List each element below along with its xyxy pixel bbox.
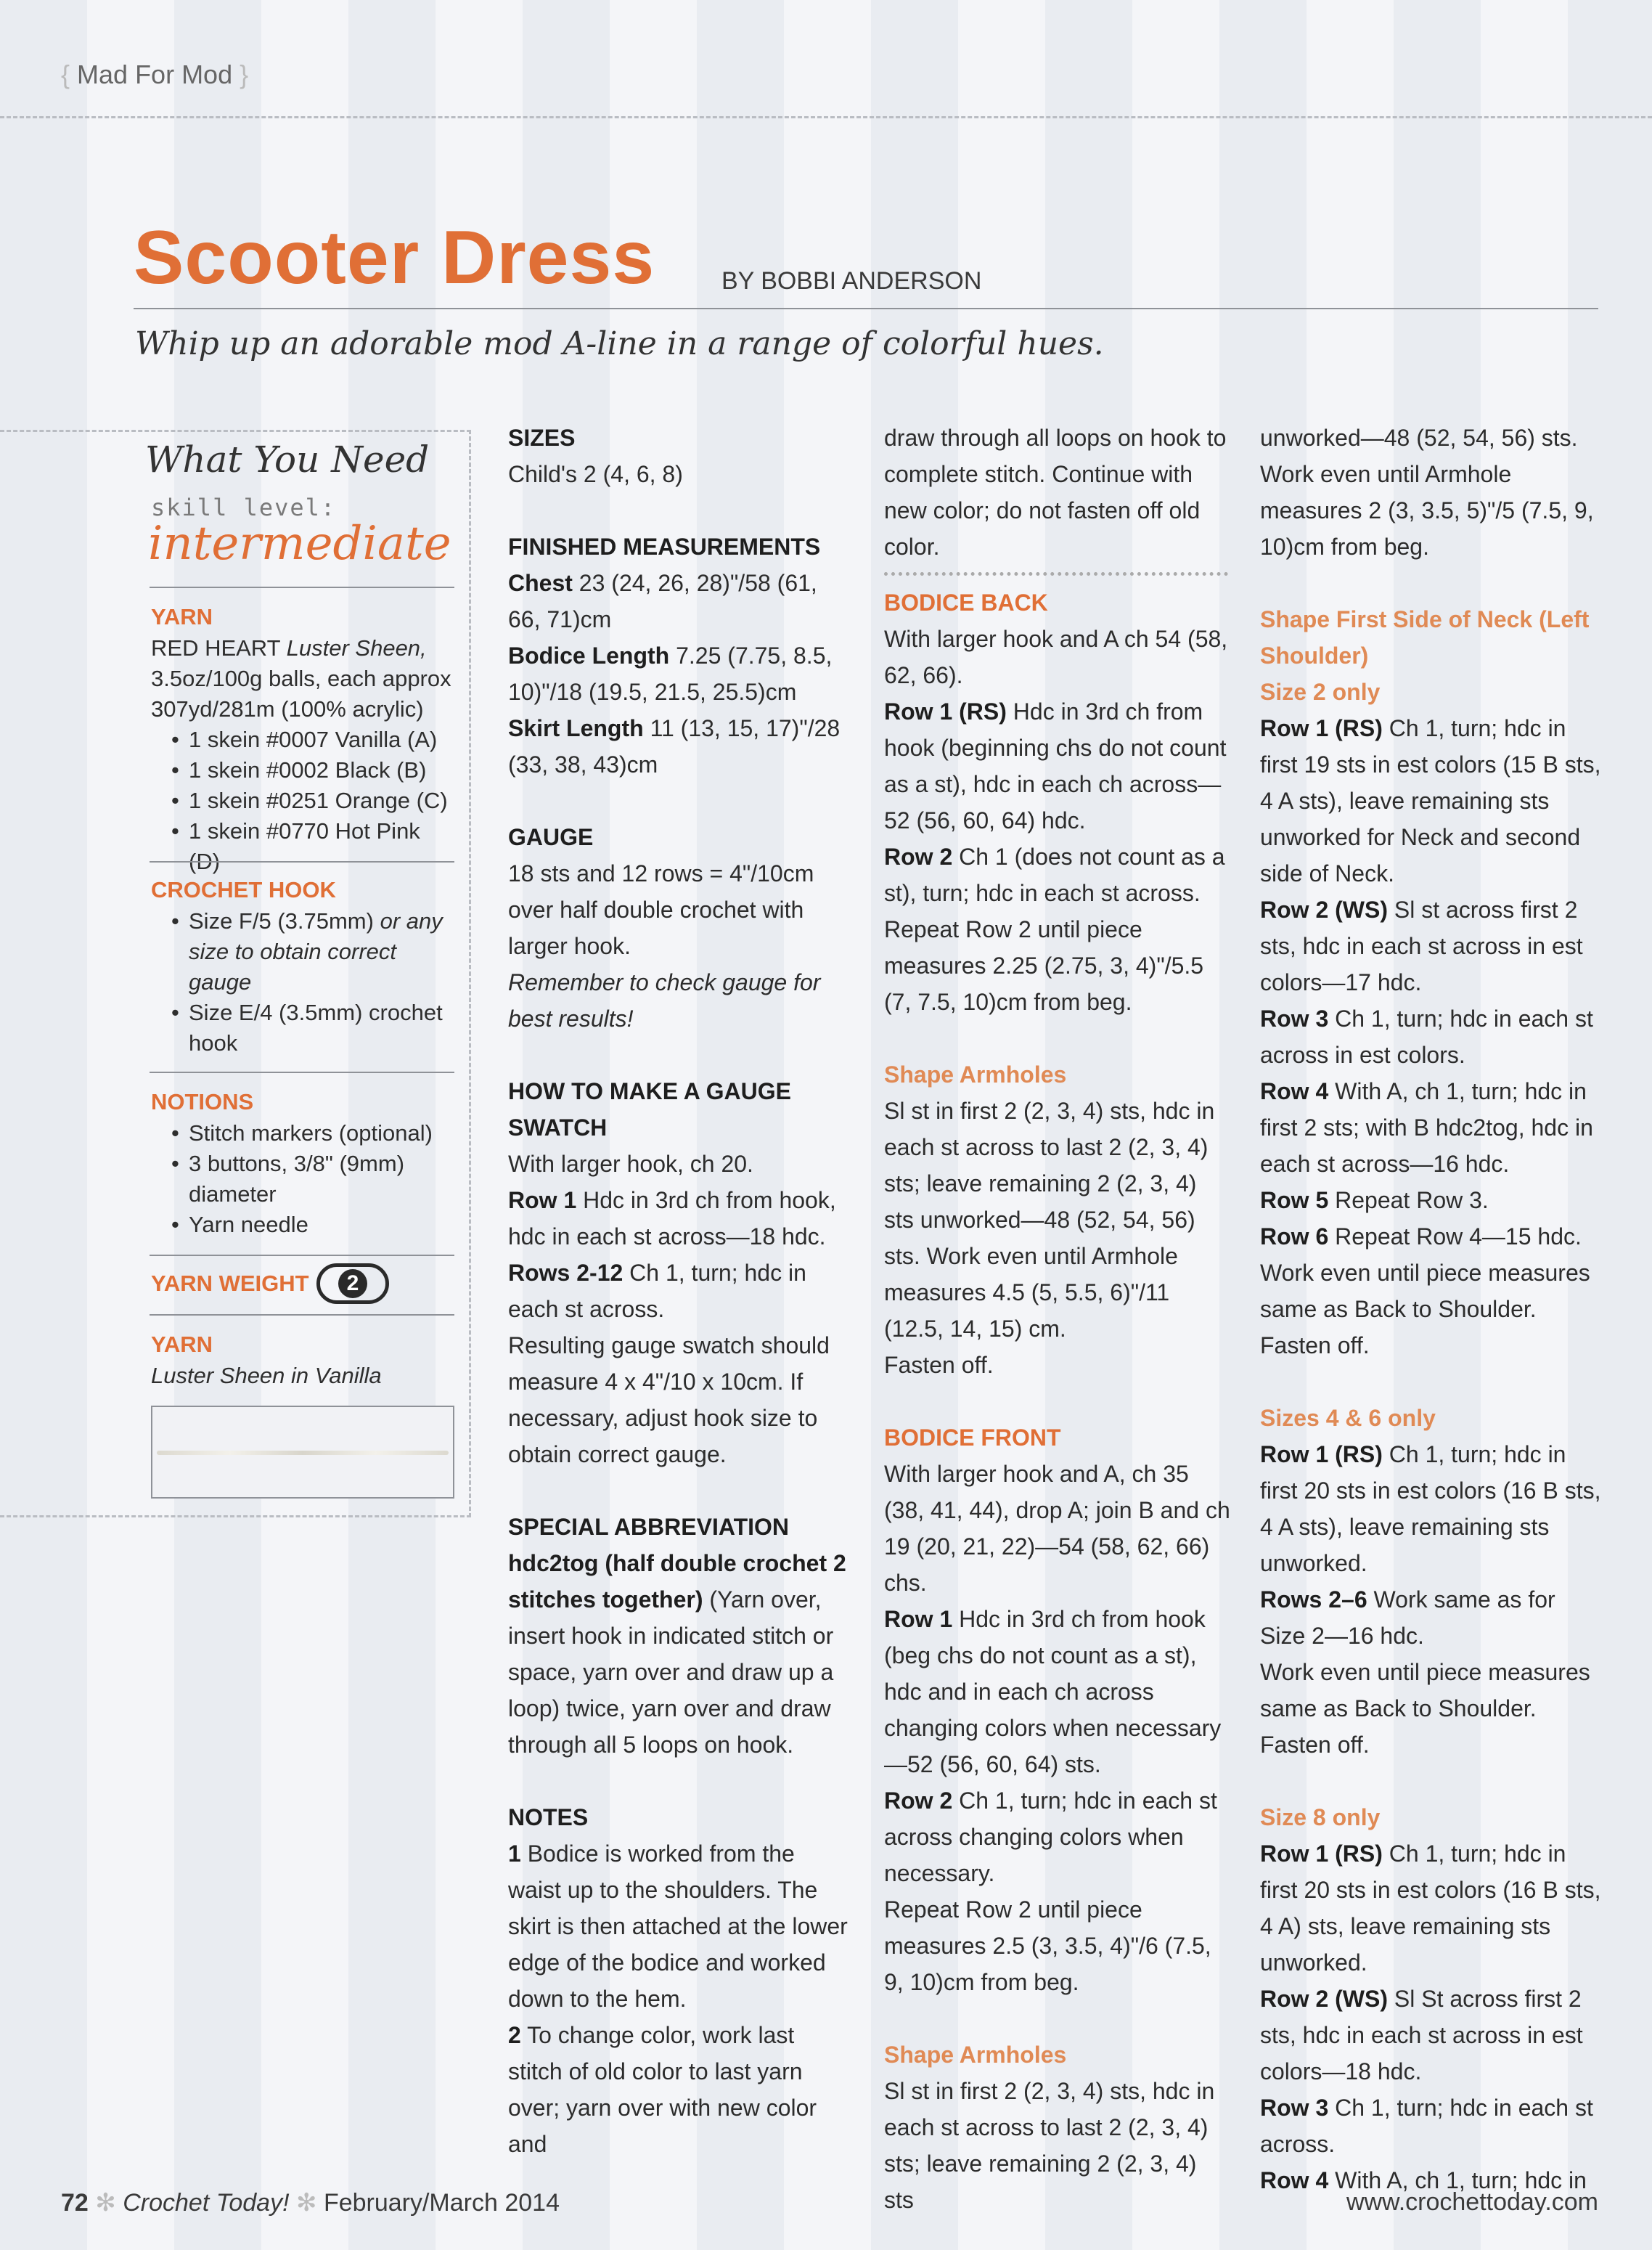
article-byline: BY BOBBI ANDERSON [721, 267, 982, 295]
instruction: Row 1 (RS) Ch 1, turn; hdc in first 20 sts in est colors (16 B sts, 4 A) sts, leave remaining sts unworked. [1260, 1841, 1601, 1976]
swatch-caption: Luster Sheen in Vanilla [151, 1363, 382, 1388]
column-3 [1260, 420, 1606, 2198]
list-item: • 1 skein #0251 Orange (C) [151, 786, 456, 816]
sidebar-divider [150, 1314, 454, 1316]
instruction: Sl st in first 2 (2, 3, 4) sts, hdc in each st across to last 2 (2, 3, 4) sts; leave remaining 2 (2, 3, 4) sts [884, 2078, 1215, 2213]
size-heading: Size 2 only [1260, 679, 1381, 705]
magazine-name: Crochet Today! [123, 2189, 290, 2217]
sidebar-divider [150, 1255, 454, 1256]
yarn-weight-heading: YARN WEIGHT [151, 1271, 309, 1296]
swatch-heading: YARN [151, 1332, 213, 1357]
column-2 [884, 420, 1232, 2218]
instruction: Fasten off. [1260, 1332, 1370, 1358]
section-heading: HOW TO MAKE A GAUGE SWATCH [508, 1078, 791, 1141]
instruction: Rows 2-12 Ch 1, turn; hdc in each st across. [508, 1260, 806, 1322]
instruction: Row 1 (RS) Hdc in 3rd ch from hook (beginning chs do not count as a st), hdc in each ch across—52 (56, 60, 64) hdc. [884, 698, 1227, 833]
column-1 [508, 420, 849, 2162]
instruction: Work even until piece measures same as Back to Shoulder. [1260, 1659, 1590, 1721]
yarn-description: RED HEART Luster Sheen, 3.5oz/100g balls, each approx 307yd/281m (100% acrylic) [151, 635, 451, 722]
instruction: Row 3 Ch 1, turn; hdc in each st across in est colors. [1260, 1006, 1593, 1068]
size-heading: Sizes 4 & 6 only [1260, 1405, 1436, 1431]
gauge-note: Remember to check gauge for best results! [508, 969, 821, 1032]
subsection-heading: Shape Armholes [884, 2042, 1067, 2068]
list-item: • Size E/4 (3.5mm) crochet hook [151, 998, 456, 1059]
instruction: draw through all loops on hook to complete stitch. Continue with new color; do not fasten off old color. [884, 425, 1227, 560]
page-footer-left [61, 2188, 560, 2217]
yarn-swatch-image [151, 1406, 454, 1499]
instruction: Row 1 Hdc in 3rd ch from hook, hdc in each st across—18 hdc. [508, 1187, 836, 1250]
instruction: Row 1 (RS) Ch 1, turn; hdc in first 20 sts in est colors (16 B sts, 4 A sts), leave remaining sts unworked. [1260, 1441, 1601, 1576]
hook-heading: CROCHET HOOK [151, 877, 336, 902]
issue-date: February/March 2014 [323, 2189, 560, 2217]
section-heading: BODICE BACK [884, 590, 1048, 616]
header-divider [0, 116, 1652, 118]
what-you-need-heading: What You Need [145, 439, 430, 481]
instruction: Row 4 With A, ch 1, turn; hdc in first 2 sts; with B hdc2tog, hdc in each st across—16 hdc. [1260, 1078, 1593, 1177]
list-item: • 1 skein #0007 Vanilla (A) [151, 725, 456, 755]
skirt-measure: Skirt Length 11 (13, 15, 17)"/28 (33, 38, 43)cm [508, 715, 841, 778]
instruction: Row 2 (WS) Sl St across first 2 sts, hdc in each st across in est colors—18 hdc. [1260, 1986, 1583, 2084]
title-divider [134, 308, 1598, 309]
instruction: Row 1 Hdc in 3rd ch from hook (beg chs do not count as a st), hdc and in each ch across changing colors when necessary—52 (56, 60, 64) sts. [884, 1606, 1222, 1777]
sizes-text: Child's 2 (4, 6, 8) [508, 461, 683, 487]
instruction: With larger hook, ch 20. [508, 1151, 753, 1177]
section-heading: SIZES [508, 425, 576, 451]
section-heading: GAUGE [508, 824, 594, 850]
notions-list [151, 1118, 456, 1240]
instruction: With larger hook and A ch 54 (58, 62, 66). [884, 626, 1228, 688]
sidebar-divider [150, 587, 454, 588]
note: 2 To change color, work last stitch of old color to last yarn over; yarn over with new color and [508, 2022, 817, 2157]
gauge-text: 18 sts and 12 rows = 4"/10cm over half double crochet with larger hook. [508, 860, 814, 959]
list-item: • 1 skein #0002 Black (B) [151, 755, 456, 786]
size-heading: Size 8 only [1260, 1804, 1381, 1830]
yarn-weight-icon: 2 [316, 1263, 389, 1304]
note: 1 Bodice is worked from the waist up to the shoulders. The skirt is then attached at the lower edge of the bodice and worked down to the hem. [508, 1841, 848, 2012]
instruction: Fasten off. [1260, 1732, 1370, 1758]
subsection-heading: Shape First Side of Neck (Left Shoulder) [1260, 606, 1590, 669]
instruction: Row 2 Ch 1 (does not count as a st), turn; hdc in each st across. [884, 844, 1225, 906]
article-subtitle: Whip up an adorable mod A-line in a range of colorful hues. [135, 325, 1104, 362]
skill-level-value: intermediate [148, 517, 451, 571]
instruction: Row 5 Repeat Row 3. [1260, 1187, 1489, 1213]
instruction: unworked—48 (52, 54, 56) sts. Work even until Armhole measures 2 (3, 3.5, 5)"/5 (7.5, 9, 10)cm from beg. [1260, 425, 1594, 560]
flower-icon: ✻ [95, 2189, 123, 2217]
section-tag: { Mad For Mod } [61, 60, 249, 89]
instruction: Fasten off. [884, 1352, 994, 1378]
instruction: Rows 2–6 Work same as for Size 2—16 hdc. [1260, 1586, 1555, 1649]
instruction: Row 1 (RS) Ch 1, turn; hdc in first 19 sts in est colors (15 B sts, 4 A sts), leave remaining sts unworked for Neck and second side of Neck. [1260, 715, 1601, 886]
yarn-heading: YARN [151, 604, 213, 629]
yarn-list [151, 725, 456, 877]
bodice-measure: Bodice Length 7.25 (7.75, 8.5, 10)"/18 (19.5, 21.5, 25.5)cm [508, 643, 833, 705]
instruction: Row 2 (WS) Sl st across first 2 sts, hdc in each st across in est colors—17 hdc. [1260, 897, 1583, 995]
instruction: Row 2 Ch 1, turn; hdc in each st across changing colors when necessary. [884, 1788, 1217, 1886]
list-item: • Stitch markers (optional) [151, 1118, 456, 1149]
instruction: Repeat Row 2 until piece measures 2.25 (2.75, 3, 4)"/5.5 (7, 7.5, 10)cm from beg. [884, 916, 1204, 1015]
page-number: 72 [61, 2189, 89, 2217]
skill-level-label: skill level: [151, 494, 337, 521]
section-heading: FINISHED MEASUREMENTS [508, 534, 821, 560]
instruction: Sl st in first 2 (2, 3, 4) sts, hdc in each st across to last 2 (2, 3, 4) sts; leave remaining 2 (2, 3, 4) sts unworked—48 (52, 54, 56) sts. Work even until Armhole measures 4.5 (5, 5.5, 6)"/11 (12.5, 14, 15) cm. [884, 1098, 1215, 1342]
list-item: • Size F/5 (3.75mm) or any size to obtain correct gauge [151, 906, 456, 998]
section-heading: SPECIAL ABBREVIATION [508, 1514, 789, 1540]
instruction: Row 4 With A, ch 1, turn; hdc in [1260, 2167, 1587, 2193]
list-item: • 3 buttons, 3/8" (9mm) diameter [151, 1149, 456, 1210]
subsection-heading: Shape Armholes [884, 1061, 1067, 1088]
list-item: • 1 skein #0770 Hot Pink (D) [151, 816, 456, 877]
sidebar-divider [150, 861, 454, 863]
sidebar-divider [150, 1072, 454, 1073]
instruction: Row 6 Repeat Row 4—15 hdc. [1260, 1223, 1582, 1250]
dotted-divider [884, 572, 1228, 576]
flower-icon: ✻ [296, 2189, 324, 2217]
instruction: Resulting gauge swatch should measure 4 x 4"/10 x 10cm. If necessary, adjust hook size to obtain correct gauge. [508, 1332, 830, 1467]
instruction: Row 3 Ch 1, turn; hdc in each st across. [1260, 2095, 1593, 2157]
list-item: • Yarn needle [151, 1210, 456, 1240]
website-url[interactable]: www.crochettoday.com [1346, 2188, 1598, 2216]
abbreviation: hdc2tog (half double crochet 2 stitches together) (Yarn over, insert hook in indicated stitch or space, yarn over and draw up a loop) twice, yarn over and draw through all 5 loops on hook. [508, 1550, 846, 1758]
article-title: Scooter Dress [134, 216, 655, 300]
notions-heading: NOTIONS [151, 1089, 254, 1114]
instruction: Work even until piece measures same as Back to Shoulder. [1260, 1260, 1590, 1322]
hook-list [151, 906, 456, 1059]
chest-measure: Chest 23 (24, 26, 28)"/58 (61, 66, 71)cm [508, 570, 817, 632]
instruction: With larger hook and A, ch 35 (38, 41, 44), drop A; join B and ch 19 (20, 21, 22)—54 (58, 62, 66) chs. [884, 1461, 1230, 1596]
section-heading: BODICE FRONT [884, 1424, 1061, 1451]
section-heading: NOTES [508, 1804, 589, 1830]
instruction: Repeat Row 2 until piece measures 2.5 (3, 3.5, 4)"/6 (7.5, 9, 10)cm from beg. [884, 1896, 1211, 1995]
